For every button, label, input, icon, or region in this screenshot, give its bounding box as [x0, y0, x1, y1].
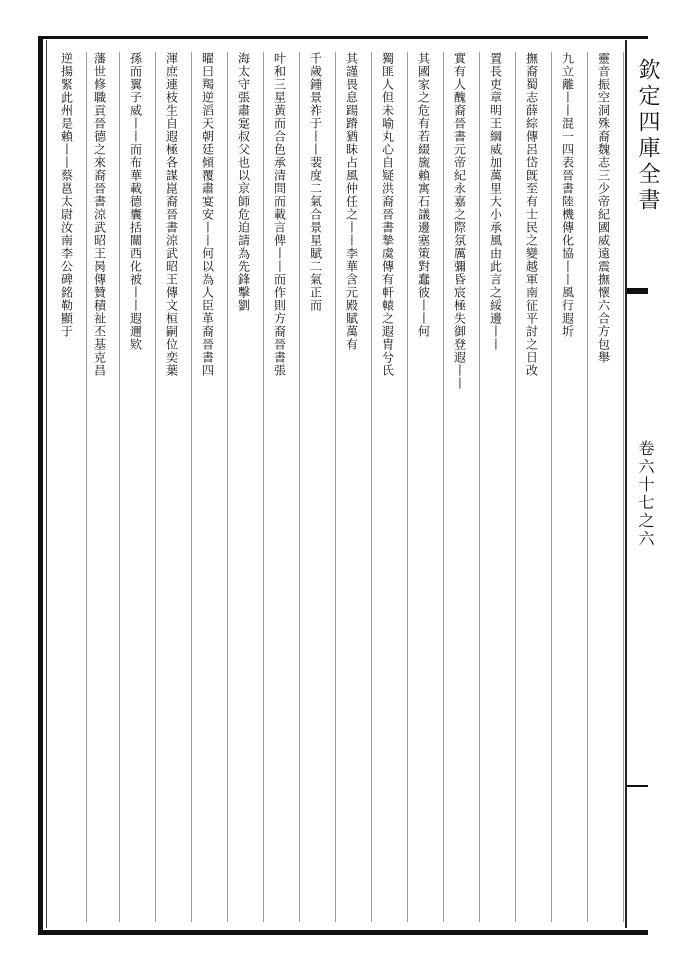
column-text: 千歲鍾景祚于丨丨裴度二氣合景星賦二氣正而	[308, 52, 323, 312]
column-text: 曜曰羯逆滔天朝廷傾覆肅宴安丨丨何以為人臣革裔晉書四	[200, 52, 215, 377]
text-column-6	[404, 52, 444, 922]
text-column-1	[584, 52, 624, 922]
text-column-7	[368, 52, 408, 922]
column-text: 逆揚緊此州是賴丨丨蔡邕太尉汝南李公碑銘勒顯于	[59, 52, 74, 338]
text-column-2	[548, 52, 588, 922]
column-text: 置長吏章明王綱威加萬里大小承風由此言之綏邊丨丨	[488, 52, 503, 351]
banxin-juan-number: 卷六十七之六	[636, 440, 655, 548]
text-column-8	[332, 52, 372, 922]
text-column-13	[152, 52, 192, 922]
column-text: 實有人醜裔晉書元帝紀永嘉之際氛厲彌昏宸極失御登遐丨丨	[452, 52, 467, 390]
frame-left-border	[38, 36, 43, 935]
text-column-5	[440, 52, 480, 922]
text-column-3	[512, 52, 552, 922]
column-text: 其謹畏息踼蹐猶眛占風仲任之丨丨李華含元殿賦萬有	[344, 52, 359, 351]
banxin-title: 欽定四庫全書	[635, 58, 660, 214]
column-text: 渾庶連枝生自遐極各謀崑裔晉書涼武昭王傳文桓嗣位奕葉	[164, 52, 179, 377]
text-column-4	[476, 52, 516, 922]
frame-bottom-border	[38, 930, 648, 935]
column-text: 藩世修職貢晉德之來裔晉書涼武昭王昺傳贊積祉丕基克昌	[92, 52, 107, 377]
text-column-11	[224, 52, 264, 922]
fishtail-mark-upper	[627, 288, 648, 294]
text-column-14	[116, 52, 156, 922]
column-text: 九立離丨丨混一四表晉書陸機傳化協丨丨風行遐圻	[560, 52, 575, 338]
column-text: 叶和三星黃而合色承清問而載言俾丨丨而作則方裔晉書張	[272, 52, 287, 377]
text-column-10	[260, 52, 300, 922]
column-text: 獨匪人但未喻丸心自疑洪裔晉書摯虞傳有軒轅之遐胄兮氏	[380, 52, 395, 377]
center-fold-line	[625, 40, 627, 928]
text-column-16	[47, 52, 87, 922]
column-text: 撫裔蜀志薛綜傳呂岱旣至有士民之變越軍南征平討之日改	[524, 52, 539, 377]
column-text: 海太守張肅寔叔父也以京師危迫請為先鋒擊劉	[236, 52, 251, 312]
fishtail-mark-lower	[627, 785, 648, 787]
text-column-9	[296, 52, 336, 922]
text-column-12	[188, 52, 228, 922]
column-text: 孫而翼子威丨丨而布華載德囊括關西化被丨丨遐邇欵	[128, 52, 143, 351]
frame-top-border	[38, 36, 648, 39]
column-text: 靈音振空洞殊裔魏志三少帝紀國威遠震撫懷六合方包舉	[596, 52, 611, 364]
column-text: 其國家之危有若綴旒賴寓石議邊塞策對蠢彼丨丨何	[416, 52, 431, 338]
